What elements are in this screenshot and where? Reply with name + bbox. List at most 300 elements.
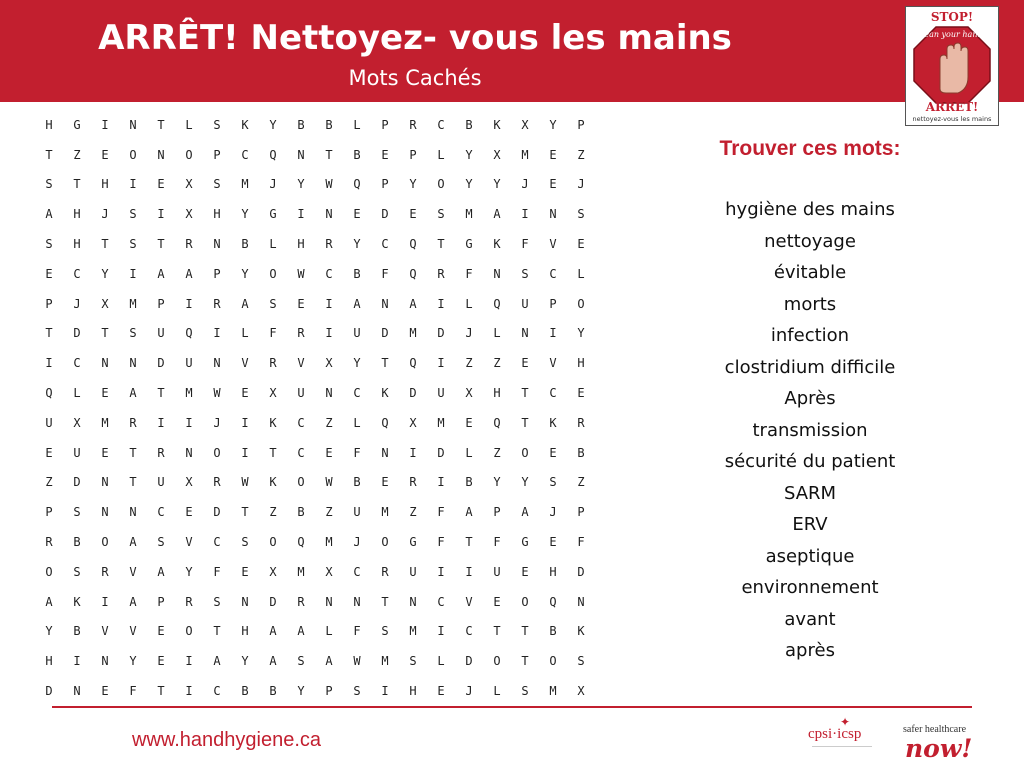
grid-letter: I: [465, 564, 473, 579]
grid-letter: V: [549, 237, 557, 252]
grid-row: [35, 199, 595, 229]
grid-letter: P: [381, 177, 389, 192]
grid-letter: A: [269, 654, 277, 669]
grid-letter: H: [493, 386, 501, 401]
grid-letter: A: [297, 624, 305, 639]
word-list-item: transmission: [752, 419, 868, 441]
grid-letter: P: [45, 296, 53, 311]
word-list-item: après: [785, 640, 835, 661]
safer-healthcare-now-logo: [903, 724, 979, 764]
grid-letter: T: [157, 117, 165, 132]
grid-letter: F: [129, 684, 137, 699]
grid-letter: H: [73, 207, 81, 222]
grid-letter: Z: [577, 475, 585, 490]
grid-letter: L: [493, 684, 501, 699]
grid-letter: X: [325, 356, 333, 371]
grid-letter: Y: [465, 177, 473, 192]
grid-letter: O: [493, 654, 501, 669]
grid-letter: F: [577, 535, 585, 550]
grid-letter: B: [465, 475, 473, 490]
grid-letter: S: [45, 237, 53, 252]
grid-row: [35, 617, 595, 647]
grid-letter: X: [101, 296, 109, 311]
grid-letter: A: [129, 594, 137, 609]
grid-letter: N: [381, 296, 389, 311]
grid-letter: L: [185, 117, 193, 132]
grid-letter: M: [381, 505, 389, 520]
grid-letter: S: [577, 207, 585, 222]
grid-letter: S: [437, 207, 445, 222]
grid-letter: S: [241, 535, 249, 550]
grid-letter: N: [493, 266, 501, 281]
grid-letter: W: [353, 654, 361, 669]
grid-letter: U: [353, 505, 361, 520]
grid-letter: J: [213, 415, 221, 430]
grid-row: [35, 527, 595, 557]
grid-letter: T: [157, 684, 165, 699]
grid-letter: K: [269, 475, 277, 490]
word-list-item: avant: [784, 608, 836, 630]
grid-row: [35, 497, 595, 527]
grid-letter: M: [325, 535, 333, 550]
grid-letter: N: [577, 594, 585, 609]
logo-clean-your-hands-text: clean your hands: [917, 30, 987, 39]
grid-letter: V: [241, 356, 249, 371]
grid-letter: U: [73, 445, 81, 460]
grid-letter: R: [101, 564, 109, 579]
grid-letter: A: [45, 594, 53, 609]
grid-letter: Z: [325, 415, 333, 430]
grid-letter: E: [101, 386, 109, 401]
grid-letter: M: [381, 654, 389, 669]
grid-letter: K: [241, 117, 249, 132]
grid-letter: I: [185, 684, 193, 699]
grid-letter: U: [45, 415, 53, 430]
grid-letter: P: [409, 147, 417, 162]
grid-letter: C: [381, 237, 389, 252]
grid-letter: I: [325, 326, 333, 341]
grid-letter: Z: [465, 356, 473, 371]
grid-letter: I: [521, 207, 529, 222]
grid-letter: L: [465, 296, 473, 311]
grid-letter: I: [437, 475, 445, 490]
shn-tagline: safer healthcare: [903, 724, 967, 735]
cpsi-fine-print: [812, 746, 872, 761]
page-title: ARRÊT! Nettoyez- vous les mains: [98, 18, 732, 58]
grid-letter: R: [297, 594, 305, 609]
grid-letter: E: [493, 594, 501, 609]
grid-letter: S: [269, 296, 277, 311]
grid-letter: G: [73, 117, 81, 132]
grid-letter: Y: [353, 237, 361, 252]
grid-letter: U: [353, 326, 361, 341]
grid-letter: T: [213, 624, 221, 639]
grid-letter: N: [409, 594, 417, 609]
grid-letter: Y: [45, 624, 53, 639]
grid-letter: Q: [45, 386, 53, 401]
grid-letter: A: [213, 654, 221, 669]
grid-row: [35, 646, 595, 676]
grid-letter: H: [549, 564, 557, 579]
grid-letter: O: [437, 177, 445, 192]
grid-letter: F: [213, 564, 221, 579]
grid-letter: A: [521, 505, 529, 520]
grid-letter: N: [129, 356, 137, 371]
grid-letter: A: [157, 564, 165, 579]
grid-letter: Q: [493, 415, 501, 430]
word-list-item: hygiène des mains: [725, 199, 895, 220]
grid-letter: I: [241, 415, 249, 430]
grid-letter: Y: [101, 266, 109, 281]
grid-letter: S: [297, 654, 305, 669]
grid-letter: Y: [493, 475, 501, 490]
grid-letter: J: [269, 177, 277, 192]
header-banner: [0, 0, 1024, 102]
grid-letter: X: [465, 386, 473, 401]
grid-letter: E: [185, 505, 193, 520]
grid-letter: S: [129, 237, 137, 252]
grid-letter: F: [465, 266, 473, 281]
grid-row: [35, 557, 595, 587]
grid-letter: F: [269, 326, 277, 341]
grid-letter: S: [549, 475, 557, 490]
grid-letter: P: [45, 505, 53, 520]
grid-letter: O: [45, 564, 53, 579]
grid-letter: N: [549, 207, 557, 222]
grid-letter: T: [129, 475, 137, 490]
grid-row: [35, 676, 595, 706]
grid-letter: P: [157, 296, 165, 311]
grid-letter: D: [437, 326, 445, 341]
cpsi-logo-text: cpsi·icsp: [808, 726, 862, 742]
grid-letter: Q: [409, 356, 417, 371]
grid-letter: D: [73, 326, 81, 341]
grid-letter: D: [465, 654, 473, 669]
grid-letter: U: [493, 564, 501, 579]
grid-letter: Y: [577, 326, 585, 341]
grid-letter: T: [129, 445, 137, 460]
grid-letter: B: [241, 237, 249, 252]
grid-letter: L: [437, 147, 445, 162]
grid-letter: I: [409, 445, 417, 460]
grid-letter: E: [381, 475, 389, 490]
grid-letter: P: [325, 684, 333, 699]
grid-letter: T: [101, 326, 109, 341]
grid-letter: O: [101, 535, 109, 550]
grid-letter: O: [185, 624, 193, 639]
grid-letter: K: [577, 624, 585, 639]
grid-letter: S: [213, 177, 221, 192]
grid-letter: F: [353, 624, 361, 639]
grid-letter: E: [101, 445, 109, 460]
grid-letter: E: [465, 415, 473, 430]
grid-letter: R: [269, 356, 277, 371]
stop-clean-your-hands-logo: [905, 6, 999, 126]
grid-letter: Y: [465, 147, 473, 162]
grid-letter: Q: [409, 266, 417, 281]
shn-now-text: now!: [905, 734, 973, 763]
grid-letter: D: [577, 564, 585, 579]
grid-letter: R: [409, 475, 417, 490]
grid-letter: H: [213, 207, 221, 222]
grid-letter: J: [101, 207, 109, 222]
grid-letter: I: [129, 177, 137, 192]
grid-letter: C: [213, 684, 221, 699]
grid-letter: B: [297, 117, 305, 132]
grid-letter: T: [521, 624, 529, 639]
grid-letter: M: [549, 684, 557, 699]
grid-letter: U: [409, 564, 417, 579]
grid-letter: L: [325, 624, 333, 639]
grid-letter: R: [213, 296, 221, 311]
grid-letter: M: [129, 296, 137, 311]
grid-letter: D: [213, 505, 221, 520]
word-list-item: SARM: [783, 482, 837, 504]
grid-letter: E: [353, 207, 361, 222]
grid-letter: V: [297, 356, 305, 371]
grid-letter: B: [353, 475, 361, 490]
grid-letter: Z: [45, 475, 53, 490]
grid-letter: I: [213, 326, 221, 341]
grid-letter: S: [213, 594, 221, 609]
grid-letter: N: [129, 505, 137, 520]
grid-letter: O: [297, 475, 305, 490]
grid-letter: C: [213, 535, 221, 550]
grid-letter: Y: [241, 266, 249, 281]
grid-letter: T: [73, 177, 81, 192]
grid-letter: N: [185, 445, 193, 460]
grid-letter: H: [101, 177, 109, 192]
grid-letter: L: [465, 445, 473, 460]
grid-letter: N: [325, 207, 333, 222]
grid-letter: L: [493, 326, 501, 341]
maple-leaf-icon: ✦: [840, 715, 851, 729]
grid-row: [35, 170, 595, 200]
grid-letter: U: [185, 356, 193, 371]
grid-letter: Z: [269, 505, 277, 520]
grid-letter: X: [577, 684, 585, 699]
grid-letter: L: [73, 386, 81, 401]
grid-letter: T: [269, 445, 277, 460]
grid-letter: I: [297, 207, 305, 222]
grid-letter: T: [157, 386, 165, 401]
grid-letter: J: [577, 177, 585, 192]
grid-letter: C: [437, 594, 445, 609]
grid-letter: D: [409, 386, 417, 401]
grid-letter: T: [381, 356, 389, 371]
grid-letter: N: [73, 684, 81, 699]
grid-letter: G: [465, 237, 473, 252]
grid-letter: M: [101, 415, 109, 430]
page-subtitle: Mots Cachés: [348, 66, 482, 90]
footer-divider: [52, 706, 972, 708]
logo-arret-text: ARRÊT!: [925, 100, 979, 114]
grid-letter: E: [577, 237, 585, 252]
grid-letter: E: [409, 207, 417, 222]
grid-letter: E: [549, 445, 557, 460]
grid-letter: P: [213, 266, 221, 281]
grid-letter: M: [297, 564, 305, 579]
grid-letter: Z: [577, 147, 585, 162]
word-list-heading: Trouver ces mots:: [719, 137, 901, 160]
grid-letter: R: [381, 564, 389, 579]
grid-letter: D: [269, 594, 277, 609]
grid-letter: E: [241, 386, 249, 401]
grid-letter: X: [269, 564, 277, 579]
grid-letter: O: [549, 654, 557, 669]
grid-letter: X: [185, 207, 193, 222]
grid-letter: W: [241, 475, 249, 490]
grid-letter: M: [465, 207, 473, 222]
grid-letter: R: [297, 326, 305, 341]
grid-letter: K: [493, 237, 501, 252]
grid-letter: M: [521, 147, 529, 162]
grid-letter: N: [101, 654, 109, 669]
grid-letter: T: [493, 624, 501, 639]
word-list-item: clostridium difficile: [724, 356, 896, 378]
grid-row: [35, 259, 595, 289]
grid-letter: N: [213, 237, 221, 252]
grid-letter: I: [101, 117, 109, 132]
word-list-item: évitable: [773, 262, 847, 283]
grid-row: [35, 140, 595, 170]
grid-letter: U: [157, 326, 165, 341]
grid-letter: T: [241, 505, 249, 520]
grid-letter: Y: [129, 654, 137, 669]
grid-letter: Y: [353, 356, 361, 371]
word-list-item: morts: [783, 293, 837, 315]
grid-letter: W: [297, 266, 305, 281]
grid-letter: Y: [521, 475, 529, 490]
grid-letter: M: [185, 386, 193, 401]
grid-letter: S: [129, 326, 137, 341]
grid-letter: N: [101, 505, 109, 520]
grid-letter: E: [45, 266, 53, 281]
grid-letter: X: [185, 177, 193, 192]
grid-letter: H: [73, 237, 81, 252]
grid-letter: S: [577, 654, 585, 669]
grid-letter: A: [157, 266, 165, 281]
grid-letter: R: [45, 535, 53, 550]
grid-letter: B: [73, 535, 81, 550]
grid-letter: A: [465, 505, 473, 520]
grid-letter: A: [409, 296, 417, 311]
grid-letter: Q: [353, 177, 361, 192]
grid-letter: J: [465, 684, 473, 699]
grid-letter: A: [269, 624, 277, 639]
word-search-grid: [35, 110, 595, 706]
grid-letter: P: [577, 505, 585, 520]
grid-row: [35, 110, 595, 140]
grid-letter: C: [297, 415, 305, 430]
website-link[interactable]: www.handhygiene.ca: [132, 729, 322, 751]
grid-letter: S: [73, 564, 81, 579]
grid-letter: X: [409, 415, 417, 430]
grid-letter: V: [185, 535, 193, 550]
grid-letter: Q: [409, 237, 417, 252]
logo-stop-text: STOP!: [930, 10, 974, 24]
grid-row: [35, 438, 595, 468]
grid-row: [35, 229, 595, 259]
grid-letter: X: [325, 564, 333, 579]
grid-letter: N: [353, 594, 361, 609]
grid-letter: I: [157, 207, 165, 222]
grid-letter: E: [577, 386, 585, 401]
grid-letter: B: [241, 684, 249, 699]
grid-letter: B: [325, 117, 333, 132]
grid-letter: Q: [549, 594, 557, 609]
grid-letter: Y: [241, 207, 249, 222]
grid-letter: T: [521, 415, 529, 430]
grid-letter: L: [269, 237, 277, 252]
grid-letter: P: [213, 147, 221, 162]
grid-row: [35, 378, 595, 408]
grid-letter: E: [549, 535, 557, 550]
grid-letter: X: [73, 415, 81, 430]
grid-letter: L: [353, 117, 361, 132]
grid-letter: U: [297, 386, 305, 401]
grid-letter: B: [465, 117, 473, 132]
grid-letter: L: [577, 266, 585, 281]
grid-letter: E: [157, 177, 165, 192]
grid-letter: E: [325, 445, 333, 460]
grid-letter: B: [549, 624, 557, 639]
grid-letter: U: [437, 386, 445, 401]
grid-letter: Z: [409, 505, 417, 520]
grid-letter: I: [437, 624, 445, 639]
grid-letter: Q: [381, 415, 389, 430]
grid-letter: Y: [241, 654, 249, 669]
grid-letter: I: [129, 266, 137, 281]
grid-letter: A: [129, 386, 137, 401]
grid-letter: I: [241, 445, 249, 460]
grid-letter: D: [381, 207, 389, 222]
grid-letter: F: [353, 445, 361, 460]
word-list-item: sécurité du patient: [724, 451, 896, 472]
word-list-item: Après: [784, 388, 836, 409]
grid-letter: E: [437, 684, 445, 699]
grid-letter: P: [381, 117, 389, 132]
grid-letter: Z: [493, 445, 501, 460]
grid-letter: R: [185, 594, 193, 609]
grid-letter: E: [101, 147, 109, 162]
grid-letter: Y: [185, 564, 193, 579]
grid-letter: T: [521, 386, 529, 401]
cpsi-icsp-logo: [808, 716, 878, 762]
grid-letter: A: [353, 296, 361, 311]
word-list-item: environnement: [741, 577, 879, 598]
grid-letter: A: [325, 654, 333, 669]
grid-letter: C: [353, 386, 361, 401]
grid-letter: I: [45, 356, 53, 371]
grid-letter: C: [73, 266, 81, 281]
grid-letter: A: [185, 266, 193, 281]
grid-letter: B: [269, 684, 277, 699]
grid-letter: C: [241, 147, 249, 162]
grid-letter: I: [185, 415, 193, 430]
grid-row: [35, 408, 595, 438]
grid-letter: I: [185, 654, 193, 669]
grid-letter: S: [381, 624, 389, 639]
grid-letter: K: [73, 594, 81, 609]
grid-letter: C: [157, 505, 165, 520]
grid-letter: N: [521, 326, 529, 341]
grid-letter: H: [45, 117, 53, 132]
grid-letter: A: [45, 207, 53, 222]
grid-letter: V: [129, 624, 137, 639]
grid-letter: F: [381, 266, 389, 281]
grid-letter: C: [437, 117, 445, 132]
